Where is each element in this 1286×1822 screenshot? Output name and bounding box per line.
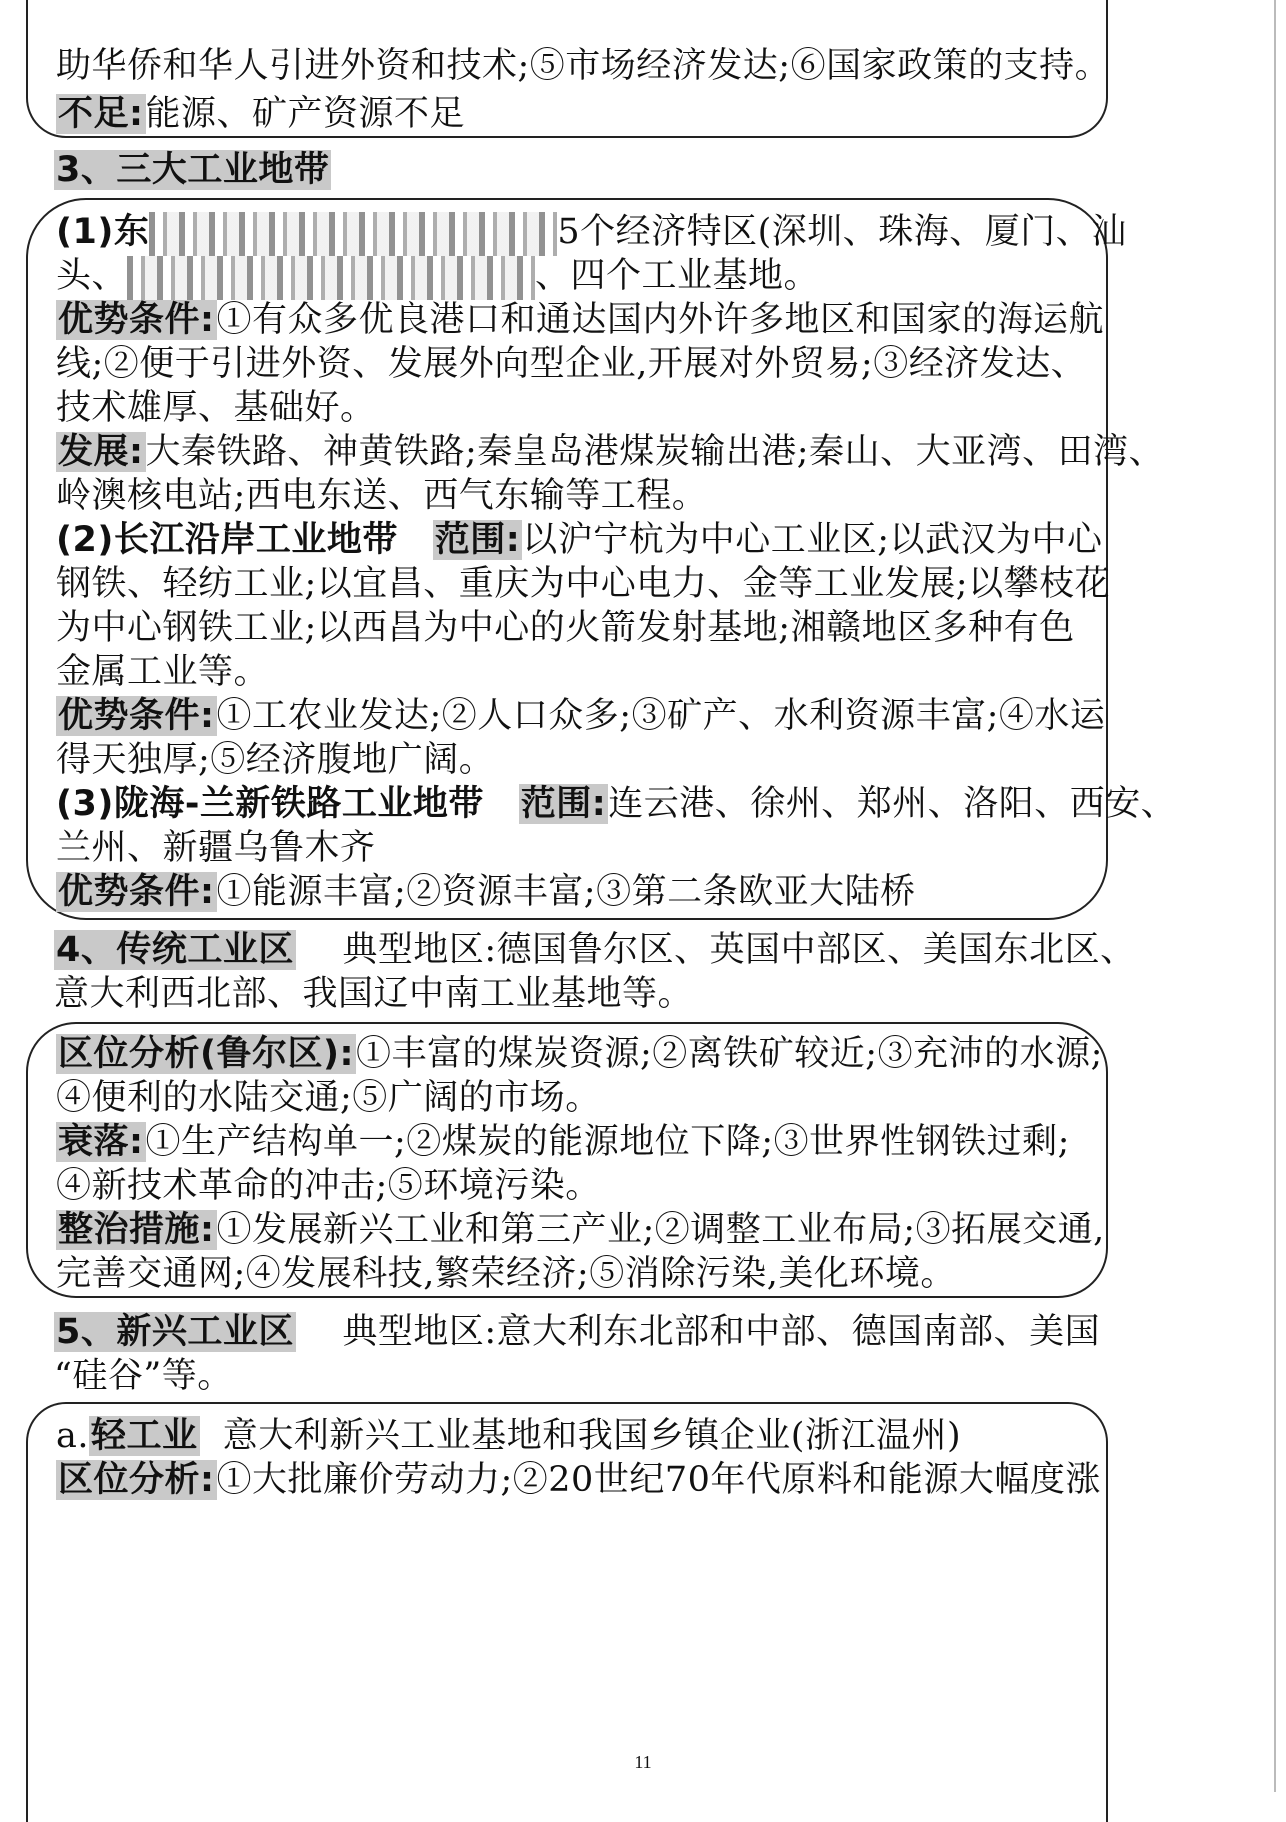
sec4-heading-line [54, 926, 1136, 974]
sec5-typical-2: “硅谷”等。 [54, 1356, 233, 1396]
adv3-line-1 [56, 868, 916, 916]
decline-text-1: ①生产结构单一;②煤炭的能源地位下降;③世界性钢铁过剩; [145, 1122, 1070, 1162]
belt2-title: (2)长江沿岸工业地带 [56, 520, 398, 560]
adv-line-3: 技术雄厚、基础好。 [56, 388, 376, 428]
page-edge [1274, 0, 1276, 1792]
decline-line-2: ④新技术革命的冲击;⑤环境污染。 [56, 1166, 601, 1206]
sec4-box [26, 1022, 1108, 1298]
adv2-line-1 [56, 692, 1105, 740]
measure-line-1 [56, 1206, 1105, 1254]
redacted-block-2 [127, 256, 535, 300]
loc-line-2: ④便利的水陆交通;⑤广阔的市场。 [56, 1078, 601, 1118]
dev-text-1: 大秦铁路、神黄铁路;秦皇岛港煤炭输出港;秦山、大亚湾、田湾、 [145, 432, 1165, 472]
measure-label: 整治措施: [58, 1210, 215, 1250]
sec3-line-2-start: 头、 [56, 256, 128, 296]
dev-line-2: 岭澳核电站;西电东送、西气东输等工程。 [56, 476, 708, 516]
adv2-line-2: 得天独厚;⑤经济腹地广阔。 [56, 740, 495, 780]
sec3-line-2-end: 、四个工业基地。 [535, 256, 820, 296]
adv3-label: 优势条件: [58, 872, 215, 912]
sec5-typical-1: 典型地区:意大利东北部和中部、德国南部、美国 [342, 1312, 1101, 1352]
belt3-line-1 [56, 780, 1176, 828]
sec3-line-2 [56, 252, 819, 300]
sec4-typical-2: 意大利西北部、我国辽中南工业基地等。 [54, 974, 694, 1014]
adv3-text-1: ①能源丰富;②资源丰富;③第二条欧亚大陆桥 [216, 872, 916, 912]
belt3-text-1: 连云港、徐州、郑州、洛阳、西安、 [608, 784, 1177, 824]
sec5-heading: 5、新兴工业区 [56, 1312, 294, 1352]
sec5-heading-line [54, 1308, 1100, 1356]
decline-line-1 [56, 1118, 1070, 1166]
sec3-line-1 [56, 208, 1127, 256]
decline-label: 衰落: [58, 1122, 144, 1162]
loc-line-1 [56, 1030, 1103, 1078]
dev-label: 发展: [58, 432, 144, 472]
sec3-heading-line [54, 146, 331, 194]
sec4-typical-1: 典型地区:德国鲁尔区、英国中部区、美国东北区、 [342, 930, 1136, 970]
page-number: 11 [634, 1752, 652, 1772]
weakness-line [56, 90, 465, 138]
redacted-block [149, 212, 557, 256]
dev-line-1 [56, 428, 1164, 476]
measure-line-2: 完善交通网;④发展科技,繁荣经济;⑤消除污染,美化环境。 [56, 1254, 956, 1294]
light-industry-line [56, 1412, 961, 1460]
adv-line-1 [56, 296, 1104, 344]
belt3-line-2: 兰州、新疆乌鲁木齐 [56, 828, 376, 868]
sec3-line-1-end: 5个经济特区(深圳、珠海、厦门、汕 [557, 212, 1127, 252]
belt3-title: (3)陇海-兰新铁路工业地带 [56, 784, 484, 824]
loc-text-1: ①丰富的煤炭资源;②离铁矿较近;③充沛的水源; [356, 1034, 1103, 1074]
sec3-heading: 3、三大工业地带 [56, 150, 330, 190]
scope3-label: 范围: [520, 784, 607, 824]
adv2-label: 优势条件: [58, 696, 215, 736]
belt2-text-1: 以沪宁杭为中心工业区;以武汉为中心 [522, 520, 1103, 560]
a-prefix: a. [56, 1416, 89, 1456]
sec4-heading: 4、传统工业区 [56, 930, 294, 970]
weakness-label: 不足: [58, 94, 144, 134]
scope-label: 范围: [434, 520, 521, 560]
measure-text-1: ①发展新兴工业和第三产业;②调整工业布局;③拓展交通, [216, 1210, 1105, 1250]
belt2-line-2: 钢铁、轻纺工业;以宜昌、重庆为中心电力、金等工业发展;以攀枝花 [56, 564, 1111, 604]
light-industry-text: 意大利新兴工业基地和我国乡镇企业(浙江温州) [222, 1416, 962, 1456]
adv2-text-1: ①工农业发达;②人口众多;③矿产、水利资源丰富;④水运 [216, 696, 1106, 736]
sec5-loc-label: 区位分析: [58, 1460, 215, 1500]
adv-label: 优势条件: [58, 300, 215, 340]
belt2-line-4: 金属工业等。 [56, 652, 270, 692]
weakness-text: 能源、矿产资源不足 [145, 94, 466, 134]
belt2-line-1 [56, 516, 1103, 564]
belt1-title-start: (1)东 [56, 212, 150, 252]
sec5-loc-text-1: ①大批廉价劳动力;②20世纪70年代原料和能源大幅度涨 [216, 1460, 1101, 1500]
adv-text-1: ①有众多优良港口和通达国内外许多地区和国家的海运航 [216, 300, 1105, 340]
sec5-loc-line-1 [56, 1456, 1101, 1504]
top-line-1: 助华侨和华人引进外资和技术;⑤市场经济发达;⑥国家政策的支持。 [56, 46, 1111, 86]
top-box [26, 0, 1111, 138]
light-industry-label: 轻工业 [91, 1416, 198, 1456]
loc-label: 区位分析(鲁尔区): [58, 1034, 354, 1074]
adv-line-2: 线;②便于引进外资、发展外向型企业,开展对外贸易;③经济发达、 [56, 344, 1087, 384]
sec3-box [26, 198, 1177, 920]
belt2-line-3: 为中心钢铁工业;以西昌为中心的火箭发射基地;湘赣地区多种有色 [56, 608, 1075, 648]
